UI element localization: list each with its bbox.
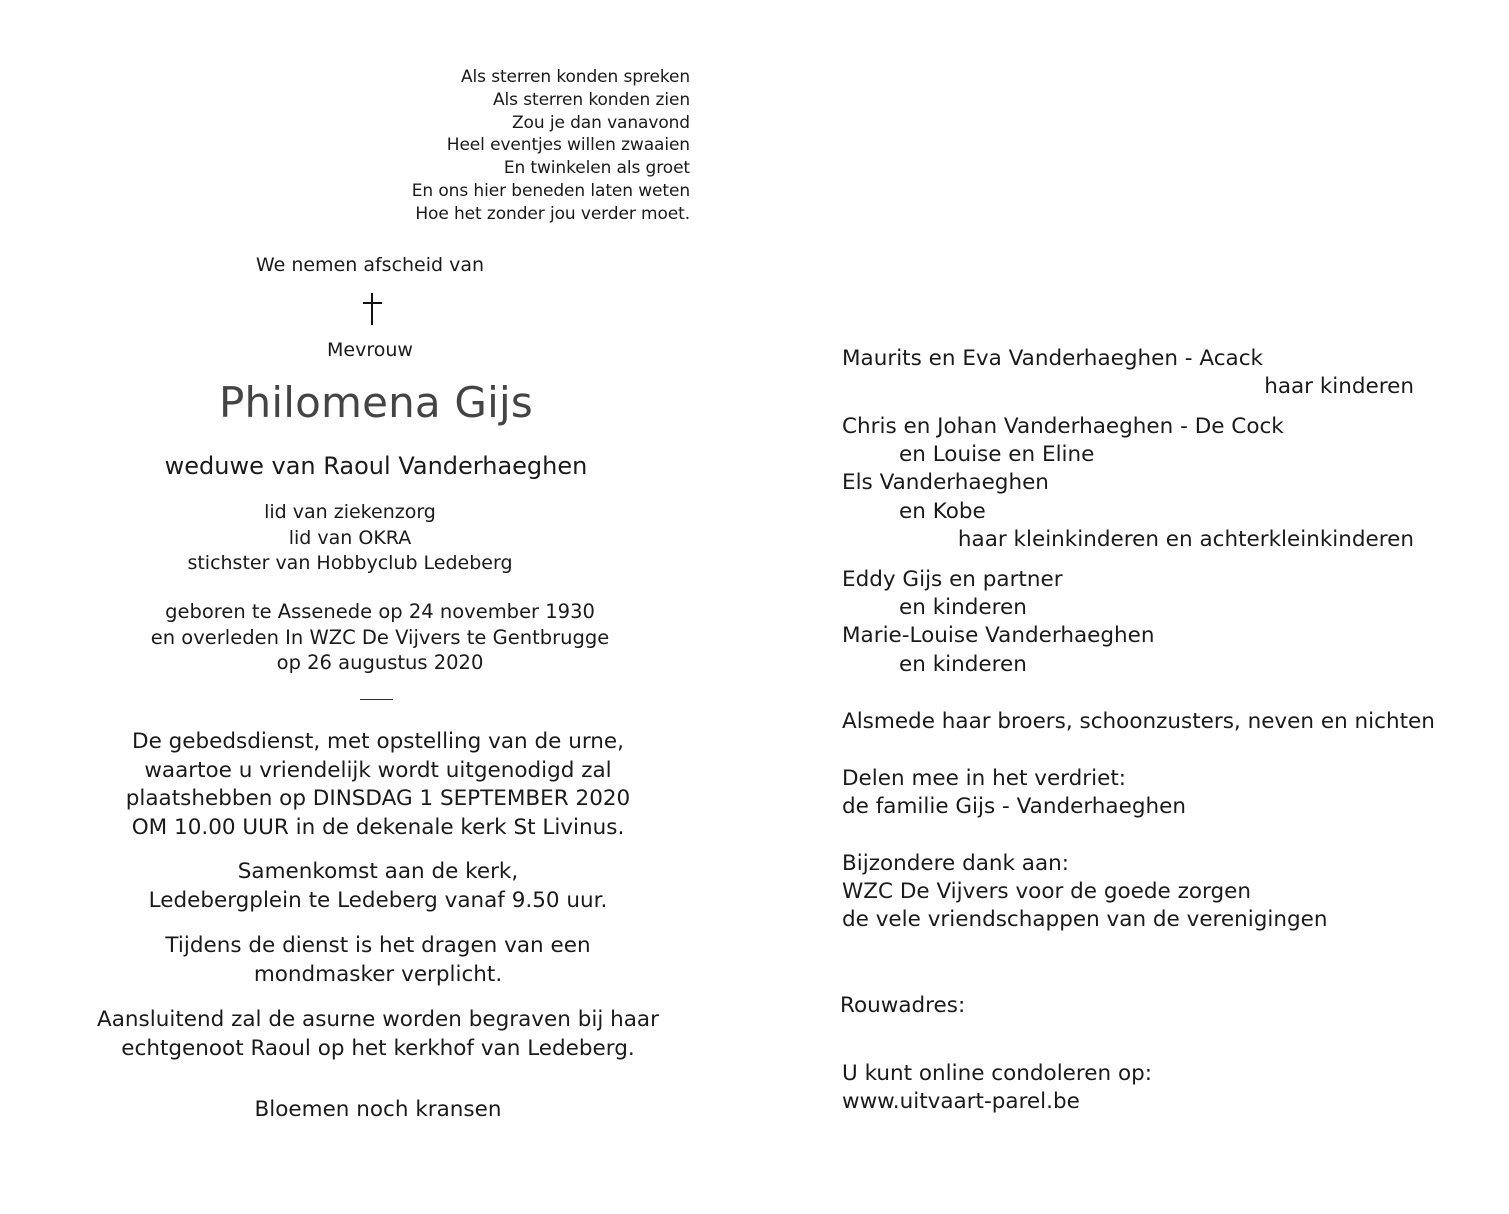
memberships <box>0 500 700 577</box>
grandchildren-kids-2: en Kobe <box>899 499 986 524</box>
address-label: Rouwadres: <box>840 993 966 1018</box>
flowers-notice: Bloemen noch kransen <box>254 1097 502 1122</box>
membership-line: stichster van Hobbyclub Ledeberg <box>187 552 513 574</box>
grandchildren-family-2: Els Vanderhaeghen <box>842 470 1049 495</box>
membership-line: lid van ziekenzorg <box>264 501 436 523</box>
other-kids-2: en kinderen <box>899 652 1027 677</box>
thanks-line-1: Bijzondere dank aan: <box>842 851 1070 876</box>
poem-line: En ons hier beneden laten weten <box>411 180 690 201</box>
gathering-line: Ledebergplein te Ledeberg vanaf 9.50 uur. <box>148 887 608 913</box>
life-line: en overleden In WZC De Vijvers te Gentbrugge <box>150 625 610 649</box>
poem-line: En twinkelen als groet <box>503 158 690 179</box>
children-names: Maurits en Eva Vanderhaeghen - Acack <box>842 346 1263 371</box>
service-line: De gebedsdienst, met opstelling van de urne, <box>132 729 624 754</box>
widow-of: weduwe van Raoul Vanderhaeghen <box>164 452 588 480</box>
thanks-line-3: de vele vriendschappen van de verenigingen <box>842 907 1328 932</box>
farewell-text: We nemen afscheid van <box>255 254 485 276</box>
life-line: geboren te Assenede op 24 november 1930 <box>165 600 595 623</box>
grief-line-2: de familie Gijs - Vanderhaeghen <box>842 794 1186 819</box>
burial-line: echtgenoot Raoul op het kerkhof van Ledeberg. <box>121 1035 635 1061</box>
mask-line: Tijdens de dienst is het dragen van een <box>165 933 591 958</box>
other-family-2: Marie-Louise Vanderhaeghen <box>842 623 1155 648</box>
poem-line: Hoe het zonder jou verder moet. <box>415 203 690 224</box>
poem-line: Zou je dan vanavond <box>512 112 690 133</box>
gathering-details <box>0 858 756 915</box>
service-details <box>0 728 756 842</box>
service-line: plaatshebben op DINSDAG 1 SEPTEMBER 2020 <box>125 786 631 811</box>
poem <box>300 66 690 226</box>
condolence-line: U kunt online condoleren op: <box>842 1061 1152 1086</box>
deceased-name: Philomena Gijs <box>218 378 533 427</box>
mask-notice <box>0 932 756 989</box>
gathering-line: Samenkomst aan de kerk, <box>237 859 519 884</box>
cross-icon <box>362 293 384 325</box>
mask-line: mondmasker verplicht. <box>253 961 503 987</box>
service-line: waartoe u vriendelijk wordt uitgenodigd zal <box>144 757 612 783</box>
burial-line: Aansluitend zal de asurne worden begraven bij haar <box>97 1007 659 1032</box>
grandchildren-family-1: Chris en Johan Vanderhaeghen - De Cock <box>842 414 1284 439</box>
poem-line: Als sterren konden spreken <box>461 67 690 87</box>
other-family-1: Eddy Gijs en partner <box>842 567 1063 592</box>
life-line: op 26 augustus 2020 <box>276 651 484 674</box>
poem-line: Als sterren konden zien <box>493 89 690 110</box>
relatives-line: Alsmede haar broers, schoonzusters, neven en nichten <box>842 709 1435 734</box>
membership-line: lid van OKRA <box>288 526 412 549</box>
burial-details <box>0 1006 756 1063</box>
service-line: OM 10.00 UUR in de dekenale kerk St Livinus. <box>131 814 625 840</box>
grandchildren-kids-1: en Louise en Eline <box>899 442 1095 467</box>
life-dates <box>0 599 760 676</box>
grandchildren-label: haar kleinkinderen en achterkleinkinderen <box>957 527 1414 552</box>
thanks-line-2: WZC De Vijvers voor de goede zorgen <box>842 879 1252 904</box>
grief-line-1: Delen mee in het verdriet: <box>842 766 1127 791</box>
condolence-link[interactable]: www.uitvaart-parel.be <box>842 1089 1080 1114</box>
honorific: Mevrouw <box>327 339 413 361</box>
children-label: haar kinderen <box>1264 374 1414 399</box>
separator <box>360 699 393 700</box>
other-kids-1: en kinderen <box>899 595 1027 620</box>
poem-line: Heel eventjes willen zwaaien <box>446 135 690 156</box>
